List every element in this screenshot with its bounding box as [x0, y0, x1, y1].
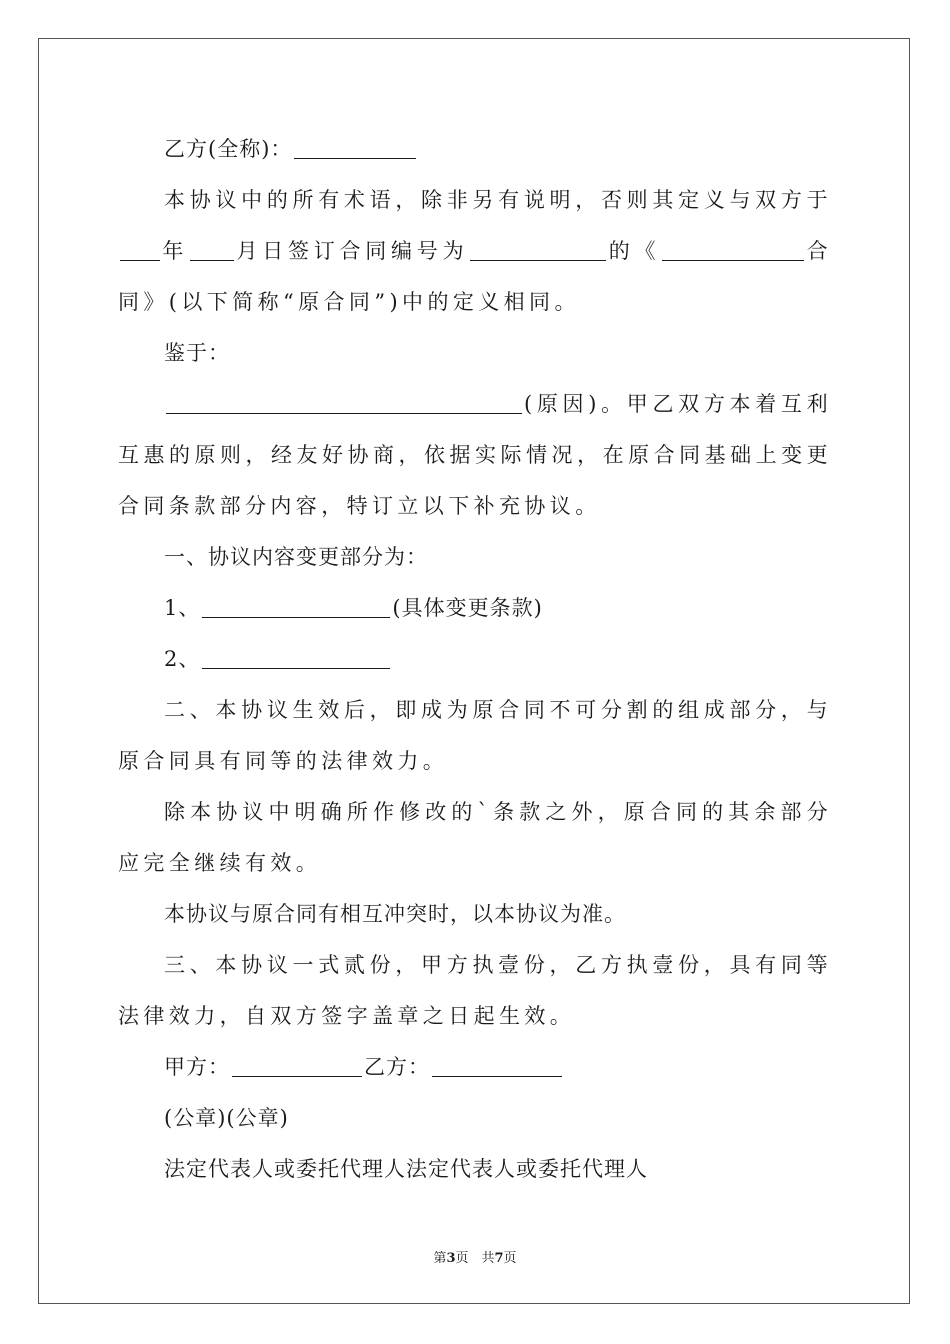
footer-suffix: 页 [503, 1251, 517, 1266]
seal-line: (公章)(公章) [164, 1106, 289, 1130]
reason-paragraph [118, 379, 832, 532]
item-2-number: 2、 [164, 647, 201, 671]
party-b-sign-blank [432, 1075, 562, 1077]
total-page-number: 7 [494, 1251, 504, 1266]
party-a-sign-blank [232, 1075, 362, 1077]
change-item-2 [118, 634, 832, 685]
definitions-paragraph [118, 175, 832, 328]
section-three-paragraph: 三、本协议一式贰份，甲方执壹份，乙方执壹份，具有同等法律效力，自双方签字盖章之日起生效。 [118, 953, 832, 1028]
party-b-sign-label: 乙方： [364, 1055, 430, 1079]
year-blank [120, 259, 160, 261]
item-1-number: 1、 [164, 596, 201, 620]
footer-prefix: 第 [433, 1251, 447, 1266]
reason-blank [166, 412, 522, 414]
party-a-sign-label: 甲方： [164, 1055, 230, 1079]
contract-name-blank [662, 259, 804, 261]
signature-line [118, 1042, 832, 1093]
document-body [118, 124, 832, 1195]
section-one-heading: 一、协议内容变更部分为： [164, 545, 428, 569]
representative-line: 法定代表人或委托代理人法定代表人或委托代理人 [164, 1157, 648, 1181]
party-b-fullname-line [118, 124, 832, 175]
contract-number-blank [470, 259, 606, 261]
page-number-footer [0, 1247, 950, 1266]
whereas-heading: 鉴于： [164, 341, 230, 365]
party-b-blank [294, 157, 416, 159]
contract-name-open: 的《 [608, 239, 661, 263]
conflict-paragraph: 本协议与原合同有相互冲突时，以本协议为准。 [164, 902, 626, 926]
change-item-1 [118, 583, 832, 634]
reason-text: (原因)。甲乙双方本着互利互惠的原则，经友好协商，依据实际情况，在原合同基础上变更合同条款部分内容，特订立以下补充协议。 [118, 392, 832, 518]
current-page-number: 3 [446, 1251, 456, 1266]
remaining-clauses-paragraph: 除本协议中明确所作修改的`条款之外，原合同的其余部分应完全继续有效。 [118, 800, 832, 875]
item-2-blank [202, 667, 390, 669]
section-two-paragraph: 二、本协议生效后，即成为原合同不可分割的组成部分，与原合同具有同等的法律效力。 [118, 698, 832, 773]
footer-mid: 页 共 [455, 1251, 495, 1266]
definitions-text-a: 本协议中的所有术语，除非另有说明，否则其定义与双方于 [164, 188, 832, 212]
item-1-note: (具体变更条款) [392, 596, 543, 620]
definitions-text-e: 合同》(以下简称“原合同”)中的定义相同。 [118, 239, 832, 314]
contract-number-label: 月日签订合同编号为 [236, 239, 469, 263]
party-b-label: 乙方(全称)： [164, 137, 293, 161]
month-blank [190, 259, 234, 261]
year-label: 年 [162, 239, 189, 263]
item-1-blank [202, 616, 390, 618]
